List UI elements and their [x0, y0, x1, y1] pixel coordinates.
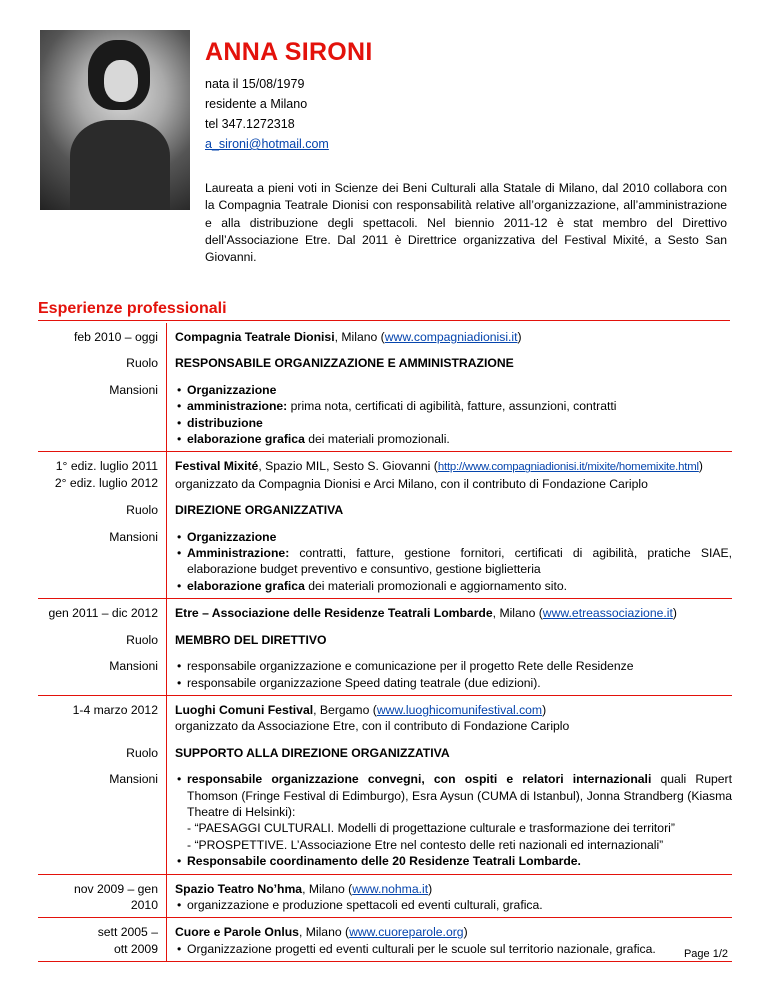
duty-item: • Organizzazione progetti ed eventi culturali per le scuole sul territorio nazionale, grafica. [175, 941, 732, 957]
duty-item [175, 415, 732, 431]
job-link[interactable]: www.compagniadionisi.it [384, 330, 518, 344]
job-place: , Milano ( [302, 881, 353, 896]
job-duties [167, 523, 733, 599]
duty-bold: responsabile organizzazione convegni, con ospiti e relatori internazionali [187, 772, 652, 787]
page-number: Page 1/2 [683, 948, 728, 960]
duty-text: quali Rupert Thomson (Fringe Festival di Edimburgo), Esra Aysun (CUMA di Istanbul), Jonna Strandberg (Kiasma Theatre di Helsinki): [187, 772, 732, 819]
duty-bold: amministrazione: [187, 399, 288, 414]
job-date-line: 1° ediz. luglio 2011 [55, 459, 158, 474]
job-org-line [167, 599, 733, 626]
duty-item [175, 771, 732, 820]
job-org: Festival Mixité [175, 459, 259, 474]
job-org: Etre – Associazione delle Residenze Teatrali Lombarde [175, 606, 493, 621]
person-name: ANNA SIRONI [205, 38, 373, 66]
duty-bold: Responsabile coordinamento delle 20 Residenze Teatrali Lombarde. [187, 854, 581, 869]
job-link[interactable]: www.nohma.it [352, 881, 429, 896]
job-date-line: 2° ediz. luglio 2012 [54, 475, 158, 490]
job-link[interactable]: http://www.compagniadionisi.it/mixite/homemixite.html [437, 461, 699, 474]
duties-label: Mansioni [38, 765, 167, 874]
photo-body-shape [70, 120, 170, 210]
paren: ) [517, 330, 522, 344]
job-role: SUPPORTO ALLA DIREZIONE ORGANIZZATIVA [175, 745, 450, 760]
job-duties [167, 765, 733, 874]
paren: ) [698, 459, 703, 474]
duty-item [175, 398, 732, 414]
role-label: Ruolo [38, 739, 167, 765]
job-org-line [167, 874, 733, 918]
paren: ) [463, 925, 468, 940]
job-duties [167, 652, 733, 695]
experience-table [38, 323, 732, 962]
duty-text: contratti, fatture, gestione fornitori, certificati di agibilità, pratiche SIAE, elaborazione budget preventivo e consuntivo, gestione biglietteria [187, 546, 732, 577]
job-org: Compagnia Teatrale Dionisi [175, 330, 335, 344]
duty-item: • responsabile organizzazione e comunicazione per il progetto Rete delle Residenze [175, 658, 732, 674]
phone: tel 347.1272318 [205, 117, 295, 131]
duties-label: Mansioni [38, 376, 167, 452]
section-title: Esperienze professionali [38, 300, 227, 317]
photo-face-shape [104, 60, 138, 102]
job-org: Spazio Teatro No’hma [175, 881, 303, 896]
paren: ) [542, 702, 547, 717]
duty-bold: distribuzione [187, 415, 263, 430]
job-org-line [167, 918, 733, 962]
duty-item [175, 578, 732, 594]
residence: residente a Milano [205, 97, 308, 111]
duties-label: Mansioni [38, 652, 167, 695]
job-role: MEMBRO DEL DIRETTIVO [175, 632, 327, 647]
duty-text: prima nota, certificati di agibilità, fatture, assunzioni, contratti [287, 399, 617, 414]
role-label: Ruolo [38, 626, 167, 652]
role-label: Ruolo [38, 349, 167, 375]
job-link[interactable]: www.cuoreparole.org [349, 925, 464, 940]
job-org: Cuore e Parole Onlus [175, 925, 299, 940]
duty-item [175, 382, 732, 398]
job-org-subline: organizzato da Associazione Etre, con il contributo di Fondazione Cariplo [175, 719, 570, 734]
job-date: 1-4 marzo 2012 [38, 695, 167, 738]
job-date [38, 918, 167, 962]
job-link[interactable]: www.etreassociazione.it [542, 606, 673, 621]
job-date-line: ott 2009 [113, 941, 158, 956]
job-role: RESPONSABILE ORGANIZZAZIONE E AMMINISTRAZIONE [175, 356, 514, 371]
duty-item: • organizzazione e produzione spettacoli ed eventi culturali, grafica. [175, 897, 732, 913]
duty-text: dei materiali promozionali. [304, 432, 450, 447]
birth-date: nata il 15/08/1979 [205, 77, 305, 91]
role-label: Ruolo [38, 496, 167, 522]
job-place: , Milano ( [298, 925, 350, 940]
duty-bold: Organizzazione [187, 529, 277, 544]
email-link[interactable]: a_sironi@hotmail.com [205, 137, 329, 151]
job-date [38, 452, 167, 496]
profile-photo [40, 30, 190, 210]
job-org: Luoghi Comuni Festival [175, 702, 314, 717]
job-date-line: 2010 [130, 897, 158, 912]
duty-bold: Amministrazione: [187, 546, 290, 561]
job-date-line: sett 2005 – [97, 925, 158, 940]
bio-paragraph: Laureata a pieni voti in Scienze dei Beni Culturali alla Statale di Milano, dal 2010 collabora con la Compagnia Teatrale Dionisi con responsabilità relative all’organizzazione, all’amministrazione e alla distribuzione degli spettacoli. Nel biennio 2011-12 è stat membro del Direttivo dell’Associazione Etre. Dal 2011 è Direttrice organizzativa del Festival Mixité, a Sesto San Giovanni. [205, 181, 727, 265]
job-link[interactable]: www.luoghicomunifestival.com [376, 702, 543, 717]
job-place: , Milano ( [492, 606, 543, 621]
duty-bold: Organizzazione [187, 382, 277, 397]
job-date: gen 2011 – dic 2012 [38, 599, 167, 626]
duty-item [175, 853, 732, 869]
duty-bold: elaborazione grafica [187, 432, 305, 447]
job-place: , Milano ( [334, 330, 385, 344]
paren: ) [428, 881, 433, 896]
job-org-subline: organizzato da Compagnia Dionisi e Arci Milano, con il contributo di Fondazione Cariplo [175, 476, 648, 491]
duty-subitem: - “PAESAGGI CULTURALI. Modelli di progettazione culturale e trasformazione dei territori” [187, 821, 675, 836]
job-role: DIREZIONE ORGANIZZATIVA [175, 503, 344, 518]
duty-bold: elaborazione grafica [187, 578, 305, 593]
job-date [38, 874, 167, 918]
job-org-line [167, 452, 733, 496]
job-date-line: nov 2009 – gen [73, 881, 158, 896]
job-duties [167, 376, 733, 452]
duty-subitem: - “PROSPETTIVE. L’Associazione Etre nel contesto delle reti nazionali ed internazionali” [187, 837, 664, 852]
job-org-line [167, 695, 733, 738]
section-divider [38, 320, 730, 321]
duty-text: dei materiali promozionali e aggiornamento sito. [304, 578, 568, 593]
contact-info [205, 74, 329, 154]
duty-item [175, 431, 732, 447]
duties-label: Mansioni [38, 523, 167, 599]
duty-item [175, 529, 732, 545]
job-org-line [167, 323, 733, 349]
job-place: , Spazio MIL, Sesto S. Giovanni ( [258, 459, 438, 474]
paren: ) [672, 606, 677, 621]
duty-item [175, 545, 732, 578]
duty-item: • responsabile organizzazione Speed dating teatrale (due edizioni). [175, 675, 732, 691]
job-place: , Bergamo ( [313, 702, 377, 717]
job-date: feb 2010 – oggi [38, 323, 167, 349]
